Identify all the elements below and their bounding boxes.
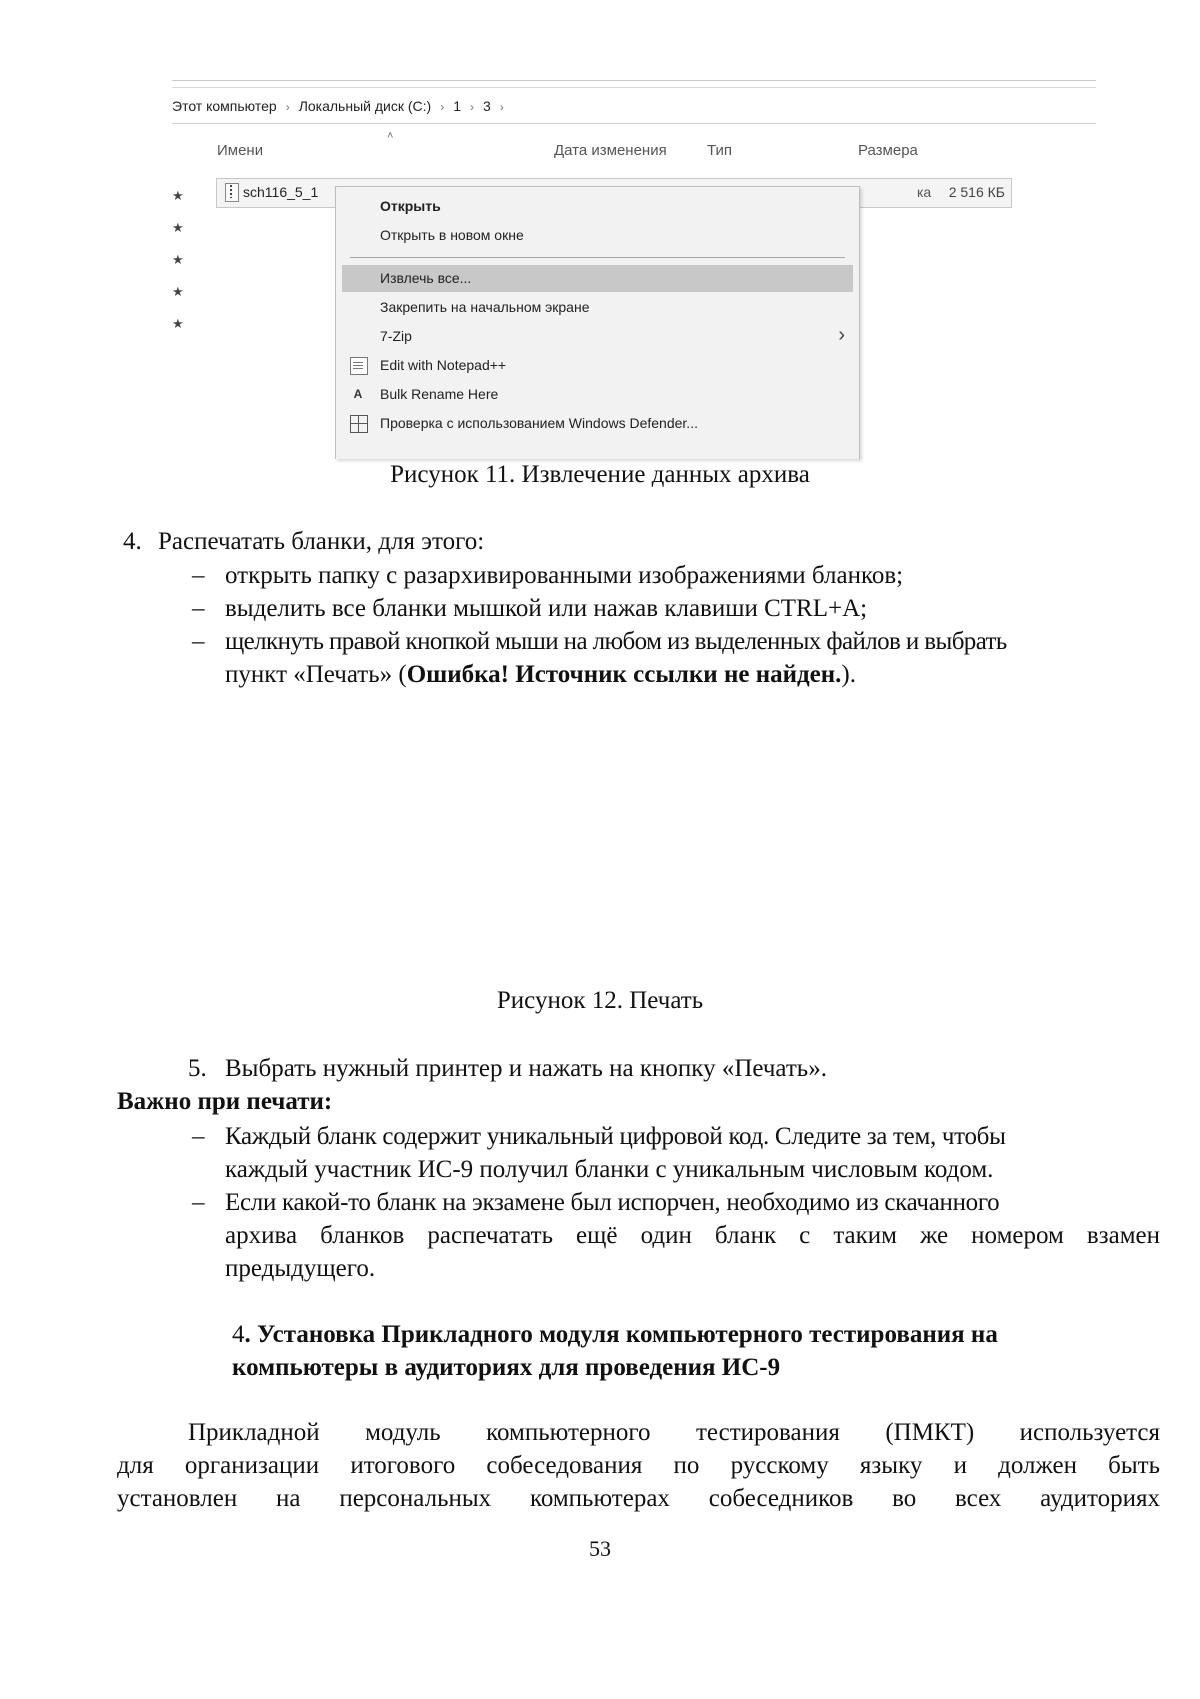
column-header-size[interactable]: Размера [858, 142, 918, 159]
text-run: ). [841, 661, 856, 688]
menu-item-open[interactable] [336, 193, 859, 220]
menu-item-label: 7-Zip [380, 328, 412, 344]
divider [172, 87, 1096, 88]
menu-item-label: Открыть в новом окне [380, 227, 524, 243]
paragraph-line: установлен на персональных компьютерах собеседников во всех аудиториях [117, 1485, 1160, 1512]
menu-item-extract-all[interactable] [342, 265, 853, 292]
notepad-icon [350, 357, 368, 375]
sort-ascending-icon: ˄ [387, 130, 394, 142]
section-number: 4 [232, 1321, 245, 1348]
step-number: 4. [123, 528, 142, 555]
list-item-continuation: предыдущего. [225, 1255, 376, 1282]
column-header-type[interactable]: Тип [707, 142, 733, 159]
zip-file-icon [225, 183, 239, 202]
list-item: Каждый бланк содержит уникальный цифровой код. Следите за тем, чтобы [225, 1123, 1006, 1150]
figure-caption-11: Рисунок 11. Извлечение данных архива [390, 461, 810, 488]
step-number: 5. [188, 1055, 207, 1082]
broken-reference: Ошибка! Источник ссылки не найден. [406, 661, 842, 688]
step-text: Распечатать бланки, для этого: [158, 528, 485, 555]
menu-item-label: Edit with Notepad++ [380, 357, 507, 373]
menu-item-defender[interactable] [336, 410, 859, 437]
file-name: sch116_5_1 [243, 184, 319, 200]
breadcrumb-item[interactable]: 1 [453, 98, 461, 114]
file-type: ка [917, 184, 932, 200]
list-item: щелкнуть правой кнопкой мыши на любом из выделенных файлов и выбрать [225, 628, 1007, 655]
bulk-rename-icon: A [353, 387, 363, 401]
file-size: 2 516 КБ [948, 184, 1005, 200]
breadcrumb [172, 98, 513, 114]
menu-item-notepad[interactable] [336, 352, 859, 379]
pin-icon[interactable]: ★ [172, 220, 184, 235]
text-run: пункт «Печать» ( [225, 661, 407, 688]
context-menu [335, 186, 860, 459]
list-dash: – [192, 1123, 205, 1150]
paragraph-line: Прикладной модуль компьютерного тестирования (ПМКТ) используется [188, 1419, 1160, 1446]
important-heading: Важно при печати: [117, 1088, 333, 1115]
menu-item-open-new-window[interactable] [336, 222, 859, 249]
breadcrumb-item[interactable]: Этот компьютер [172, 98, 277, 114]
divider [172, 80, 1096, 81]
page-number: 53 [589, 1536, 611, 1561]
breadcrumb-item[interactable]: Локальный диск (C:) [298, 98, 432, 114]
menu-item-bulk-rename[interactable] [336, 381, 859, 408]
breadcrumb-item[interactable]: 3 [482, 98, 491, 114]
section-heading [232, 1318, 998, 1352]
list-item-continuation: архива бланков распечатать ещё один бланк с таким же номером взамен [225, 1222, 1160, 1249]
list-item-continuation: каждый участник ИС-9 получил бланки с уникальным числовым кодом. [225, 1156, 994, 1183]
pin-icon[interactable]: ★ [172, 188, 184, 203]
section-title: . Установка Прикладного модуля компьютерного тестирования на [244, 1321, 998, 1348]
menu-item-7zip[interactable] [336, 323, 859, 350]
list-item: выделить все бланки мышкой или нажав клавиши CTRL+A; [225, 595, 868, 622]
menu-item-label: Закрепить на начальном экране [380, 299, 590, 315]
submenu-arrow-icon: › [838, 324, 845, 346]
list-dash: – [192, 595, 205, 622]
list-item: открыть папку с разархивированными изображениями бланков; [225, 562, 904, 589]
list-dash: – [192, 562, 205, 589]
menu-item-label: Открыть [380, 198, 441, 214]
chevron-right-icon: › [285, 100, 290, 114]
menu-item-label: Проверка с использованием Windows Defender... [380, 415, 698, 431]
paragraph-line: для организации итогового собеседования по русскому языку и должен быть [117, 1452, 1160, 1479]
divider [172, 123, 1096, 124]
explorer-screenshot [172, 78, 1096, 458]
menu-item-label: Bulk Rename Here [380, 386, 499, 402]
chevron-right-icon: › [469, 100, 474, 114]
menu-item-label: Извлечь все... [380, 270, 472, 286]
column-header-name[interactable]: Имени [217, 142, 264, 159]
section-heading-continuation: компьютеры в аудиториях для проведения ИС-9 [232, 1354, 781, 1381]
column-header-date[interactable]: Дата изменения [554, 142, 667, 159]
defender-icon [350, 415, 368, 433]
list-dash: – [192, 1189, 205, 1216]
list-dash: – [192, 628, 205, 655]
pin-icon[interactable]: ★ [172, 316, 184, 331]
step-text: Выбрать нужный принтер и нажать на кнопку «Печать». [225, 1055, 827, 1082]
chevron-right-icon: › [440, 100, 445, 114]
pin-icon[interactable]: ★ [172, 252, 184, 267]
menu-separator [350, 257, 845, 258]
chevron-right-icon: › [499, 100, 504, 114]
list-item: Если какой-то бланк на экзамене был испорчен, необходимо из скачанного [225, 1189, 1000, 1216]
figure-caption-12: Рисунок 12. Печать [496, 987, 704, 1014]
pin-icon[interactable]: ★ [172, 284, 184, 299]
menu-item-pin-start[interactable] [336, 294, 859, 321]
list-item-continuation [225, 658, 856, 692]
